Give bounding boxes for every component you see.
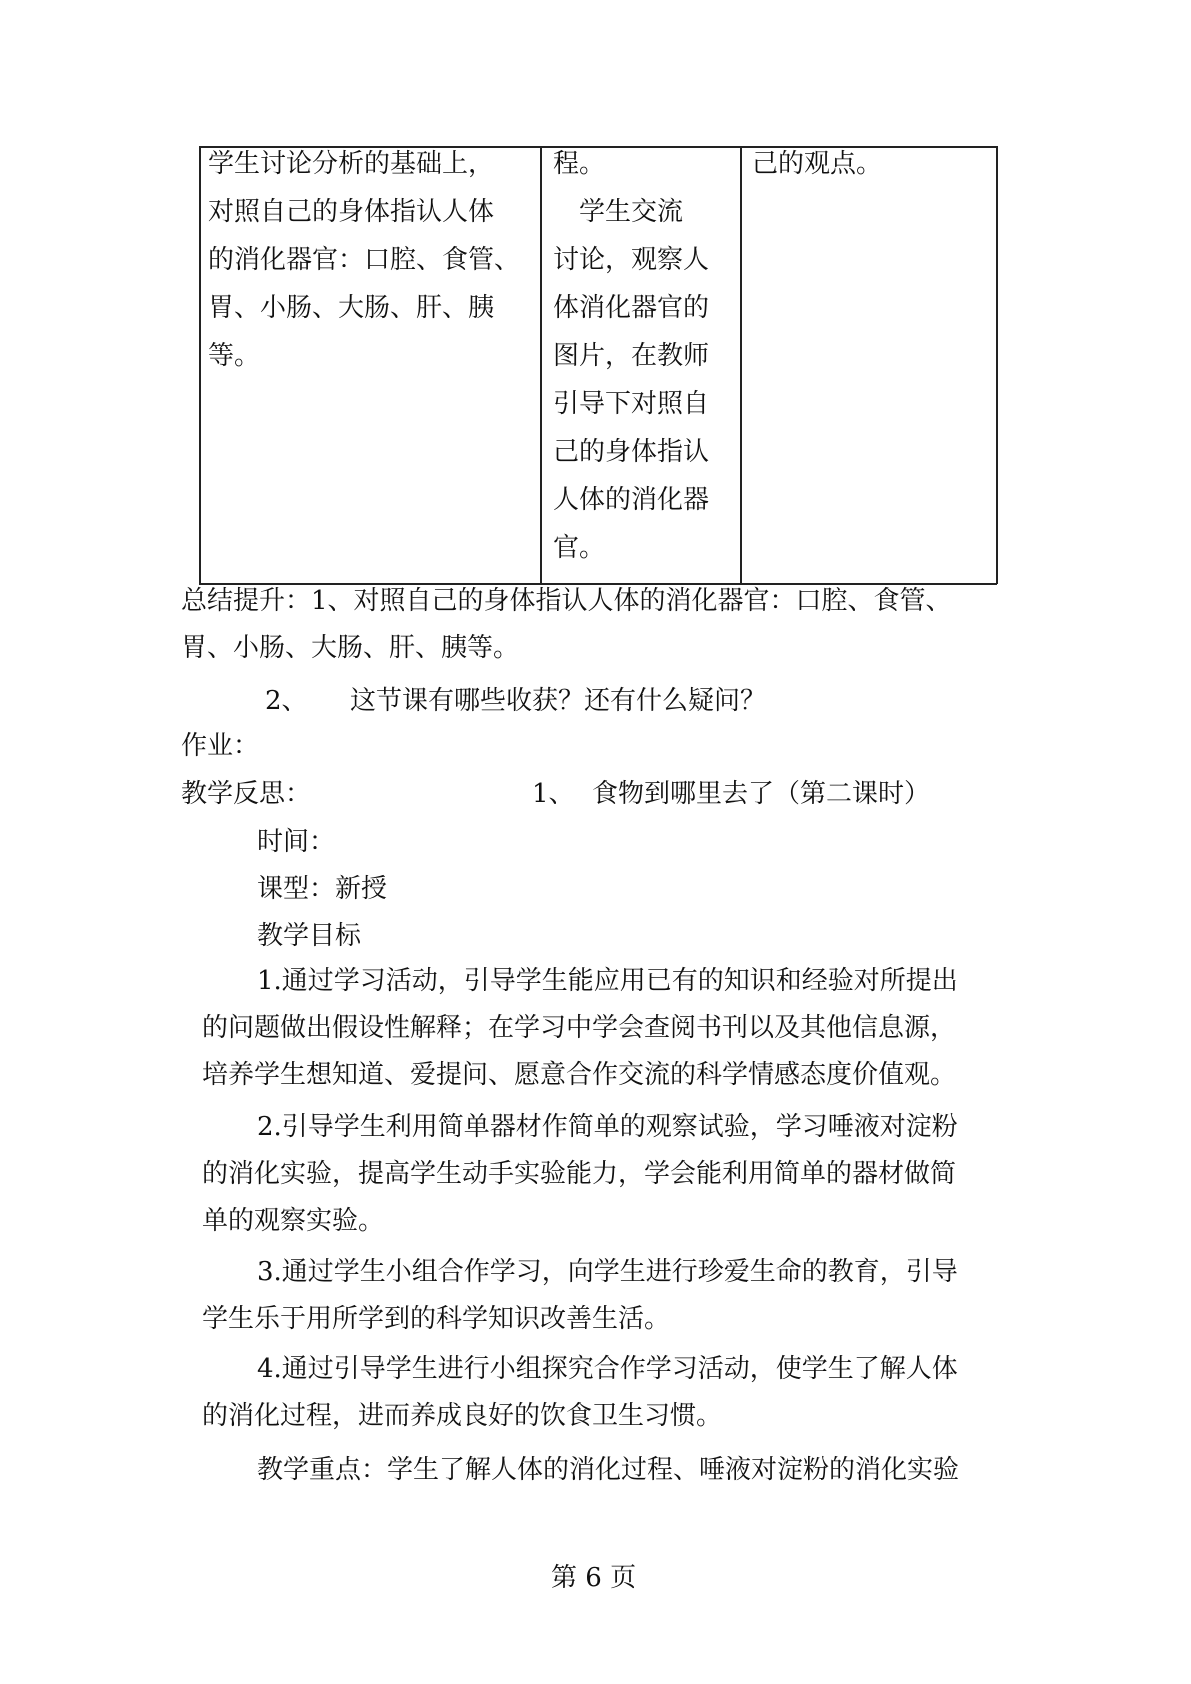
reflection-label: 教学反思： <box>181 779 312 809</box>
objective-line: 的消化实验，提高学生动手实验能力，学会能利用简单的器材做简 <box>202 1159 957 1189</box>
cell-line: 胃、小肠、大肠、肝、胰 <box>208 293 495 323</box>
objective-1 <box>202 958 1022 1099</box>
page-number: 第 6 页 <box>551 1563 637 1593</box>
lesson-title: 食物到哪里去了（第二课时） <box>592 779 931 809</box>
cell-line: 己的身体指认 <box>553 437 710 467</box>
table-right-border <box>996 146 998 584</box>
cell-line: 的消化器官：口腔、食管、 <box>208 245 521 275</box>
summary-item-2-number: 2、 <box>265 686 308 716</box>
cell-line: 引导下对照自 <box>553 389 710 419</box>
objective-line: 的消化过程，进而养成良好的饮食卫生习惯。 <box>202 1401 723 1431</box>
summary-line-1: 总结提升：1、对照自己的身体指认人体的消化器官：口腔、食管、 <box>181 586 952 616</box>
cell-line: 官。 <box>553 533 606 563</box>
objective-line: 培养学生想知道、爱提问、愿意合作交流的科学情感态度价值观。 <box>202 1060 957 1090</box>
table-left-border <box>199 146 201 584</box>
objective-4 <box>202 1346 1022 1440</box>
cell-line: 程。 <box>553 149 606 179</box>
objective-3 <box>202 1249 1022 1343</box>
cell-line: 学生讨论分析的基础上， <box>208 149 495 179</box>
objective-line: 的问题做出假设性解释；在学习中学会查阅书刊以及其他信息源， <box>202 1013 957 1043</box>
cell-line: 图片，在教师 <box>553 341 710 371</box>
objective-2 <box>202 1104 1022 1245</box>
table-cell-notes <box>752 140 882 188</box>
cell-line: 己的观点。 <box>752 149 883 179</box>
objective-line: 2.引导学生利用简单器材作简单的观察试验，学习唾液对淀粉 <box>257 1112 958 1142</box>
table-divider-1 <box>540 146 542 584</box>
cell-line: 对照自己的身体指认人体 <box>208 197 495 227</box>
cell-line: 讨论，观察人 <box>553 245 710 275</box>
summary-line-2: 胃、小肠、大肠、肝、胰等。 <box>181 633 520 663</box>
cell-line: 人体的消化器 <box>553 485 710 515</box>
key-point: 教学重点：学生了解人体的消化过程、唾液对淀粉的消化实验 <box>257 1455 960 1485</box>
objective-line: 单的观察实验。 <box>202 1206 385 1236</box>
table-divider-2 <box>740 146 742 584</box>
time-label: 时间： <box>257 827 336 857</box>
objective-line: 学生乐于用所学到的科学知识改善生活。 <box>202 1304 671 1334</box>
lesson-type: 课型：新授 <box>257 874 388 904</box>
cell-line: 等。 <box>208 341 261 371</box>
table-cell-student <box>553 140 709 572</box>
table-bottom-border <box>199 583 997 585</box>
table-cell-activity <box>208 140 520 380</box>
objective-line: 4.通过引导学生进行小组探究合作学习活动，使学生了解人体 <box>257 1354 958 1384</box>
cell-line: 体消化器官的 <box>553 293 710 323</box>
objective-line: 1.通过学习活动，引导学生能应用已有的知识和经验对所提出 <box>257 966 958 996</box>
objective-line: 3.通过学生小组合作学习，向学生进行珍爱生命的教育，引导 <box>257 1257 958 1287</box>
lesson-number: 1、 <box>532 779 575 809</box>
cell-line: 学生交流 <box>553 197 684 227</box>
summary-item-2-text: 这节课有哪些收获？还有什么疑问？ <box>350 686 767 716</box>
homework-label: 作业： <box>181 731 260 761</box>
objectives-heading: 教学目标 <box>257 921 362 951</box>
